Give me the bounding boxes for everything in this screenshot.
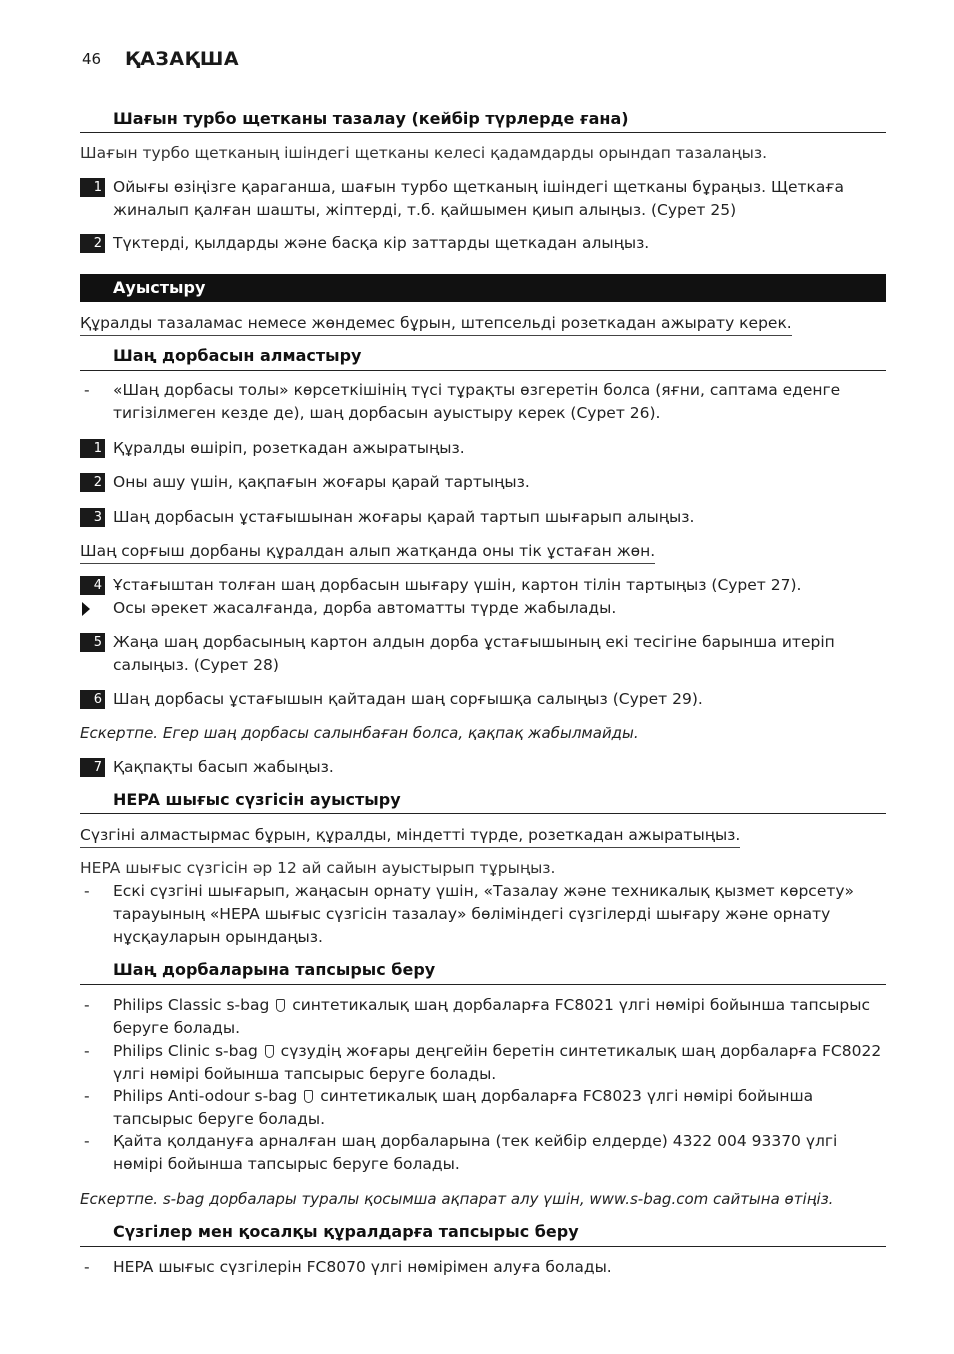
step-item xyxy=(80,574,886,597)
divider xyxy=(80,813,886,814)
note-text: Ескертпе. s-bag дорбалары туралы қосымша ақпарат алу үшін, www.s-bag.com сайтына өтіңіз. xyxy=(80,1190,834,1208)
section-heading-turbo-brush: Шағын турбо щетканы тазалау (кейбір түрлерде ғана) xyxy=(113,109,629,128)
step-text: Қақпақты басып жабыңыз. xyxy=(113,758,334,776)
triangle-bullet-icon xyxy=(82,602,90,616)
divider xyxy=(80,1246,886,1247)
dash-bullet: - xyxy=(84,996,90,1014)
product-name: Philips Clinic s-bag xyxy=(113,1042,258,1060)
step-number: 7 xyxy=(80,758,105,777)
bullet-item xyxy=(80,994,886,1040)
section-heading-dust-bag: Шаң дорбасын алмастыру xyxy=(113,346,362,365)
page-number: 46 xyxy=(82,50,102,68)
step-text: Оны ашу үшін, қақпағын жоғары қарай тартыңыз. xyxy=(113,473,530,491)
language-title: ҚАЗАҚША xyxy=(125,48,240,70)
step-number: 4 xyxy=(80,576,105,595)
bullet-text: синтетикалық шаң дорбаларға FC8021 үлгі нөмірі бойынша тапсырыс беруге болады. xyxy=(113,996,871,1037)
step-text: Шаң дорбасын ұстағышынан жоғары қарай тартып шығарып алыңыз. xyxy=(113,508,695,526)
s-bag-icon xyxy=(265,1045,274,1058)
section-heading-hepa: HEPA шығыс сүзгісін ауыстыру xyxy=(113,790,401,809)
dash-bullet: - xyxy=(84,1132,90,1150)
paragraph: HEPA шығыс сүзгісін әр 12 ай сайын ауыстырып тұрыңыз. xyxy=(80,859,556,877)
bullet-item xyxy=(80,1130,886,1176)
dash-bullet: - xyxy=(84,882,90,900)
step-text: Шаң дорбасы ұстағышын қайтадан шаң сорғышқа салыңыз (Сурет 29). xyxy=(113,690,703,708)
step-item xyxy=(80,471,886,494)
step-item xyxy=(80,437,886,460)
section-bar-title: Ауыстыру xyxy=(113,278,206,297)
bullet-item xyxy=(80,1256,886,1279)
step-number: 2 xyxy=(80,473,105,492)
dash-bullet: - xyxy=(84,1087,90,1105)
warning-text: Сүзгіні алмастырмас бұрын, құралды, міндетті түрде, розеткадан ажыратыңыз. xyxy=(80,824,740,848)
bullet-text: синтетикалық шаң дорбаларға FC8023 үлгі нөмірі бойынша тапсырыс беруге болады. xyxy=(113,1087,814,1128)
bullet-text: Ескі сүзгіні шығарып, жаңасын орнату үшін, «Тазалау және техникалық қызмет көрсету» тарауының «HEPA шығыс сүзгісін тазалау» бөліміндегі сүзгілерді шығару және орнату нұсқауларын орындаңыз. xyxy=(113,882,855,946)
step-number: 1 xyxy=(80,178,105,197)
bullet-item xyxy=(80,1040,886,1086)
step-number: 1 xyxy=(80,439,105,458)
product-name: Philips Classic s-bag xyxy=(113,996,270,1014)
step-item xyxy=(80,756,886,779)
step-item xyxy=(80,631,886,677)
bullet-item xyxy=(80,1085,886,1131)
step-number: 6 xyxy=(80,690,105,709)
warning-text: Шаң сорғыш дорбаны құралдан алып жатқанда оны тік ұстаған жөн. xyxy=(80,540,655,564)
dash-bullet: - xyxy=(84,1258,90,1276)
divider xyxy=(80,984,886,985)
paragraph: Шағын турбо щетканың ішіндегі щетканы келесі қадамдарды орындап тазалаңыз. xyxy=(80,144,768,162)
warning-text: Құралды тазаламас немесе жөндемес бұрын, штепсельді розеткадан ажырату керек. xyxy=(80,312,792,336)
s-bag-icon xyxy=(304,1090,313,1103)
s-bag-icon xyxy=(276,999,285,1012)
step-item xyxy=(80,506,886,529)
step-text: Түктерді, қылдарды және басқа кір заттарды щеткадан алыңыз. xyxy=(113,234,650,252)
note-text: Ескертпе. Егер шаң дорбасы салынбаған болса, қақпақ жабылмайды. xyxy=(80,724,639,742)
bullet-text: Қайта қолдануға арналған шаң дорбаларына (тек кейбір елдерде) 4322 004 93370 үлгі нөмірі бойынша тапсырыс беруге болады. xyxy=(113,1132,838,1173)
section-heading-order-bags: Шаң дорбаларына тапсырыс беру xyxy=(113,960,436,979)
divider xyxy=(80,132,886,133)
dash-bullet: - xyxy=(84,381,90,399)
result-item xyxy=(80,597,886,620)
section-heading-order-filters: Сүзгілер мен қосалқы құралдарға тапсырыс беру xyxy=(113,1222,579,1241)
product-name: Philips Anti-odour s-bag xyxy=(113,1087,298,1105)
bullet-item xyxy=(80,880,886,949)
step-number: 2 xyxy=(80,234,105,253)
bullet-text: HEPA шығыс сүзгілерін FC8070 үлгі нөмірімен алуға болады. xyxy=(113,1258,612,1276)
step-item xyxy=(80,176,886,222)
step-number: 5 xyxy=(80,633,105,652)
step-item xyxy=(80,232,886,255)
step-item xyxy=(80,688,886,711)
step-text: Жаңа шаң дорбасының картон алдын дорба ұстағышының екі тесігіне барынша итеріп салыңыз. (Сурет 28) xyxy=(113,633,835,674)
step-text: Ойығы өзіңізге қараганша, шағын турбо щетканың ішіндегі щетканы бұраңыз. Щеткаға жиналып қалған шашты, жіптерді, т.б. қайшымен қиып алыңыз. (Сурет 25) xyxy=(113,178,845,219)
step-text: Ұстағыштан толған шаң дорбасын шығару үшін, картон тілін тартыңыз (Сурет 27). xyxy=(113,576,802,594)
bullet-text: «Шаң дорбасы толы» көрсеткішінің түсі тұрақты өзгеретін болса (яғни, саптама еденге тигізілмеген кезде де), шаң дорбасын ауыстыру керек (Сурет 26). xyxy=(113,381,841,422)
dash-bullet: - xyxy=(84,1042,90,1060)
step-number: 3 xyxy=(80,508,105,527)
result-text: Осы әрекет жасалғанда, дорба автоматты түрде жабылады. xyxy=(113,599,617,617)
bullet-item xyxy=(80,379,886,425)
divider xyxy=(80,370,886,371)
bullet-text: сүзудің жоғары деңгейін беретін синтетикалық шаң дорбаларға FC8022 үлгі нөмірі бойынша тапсырыс беруге болады. xyxy=(113,1042,882,1083)
section-bar-replacement xyxy=(80,274,886,302)
step-text: Құралды өшіріп, розеткадан ажыратыңыз. xyxy=(113,439,465,457)
